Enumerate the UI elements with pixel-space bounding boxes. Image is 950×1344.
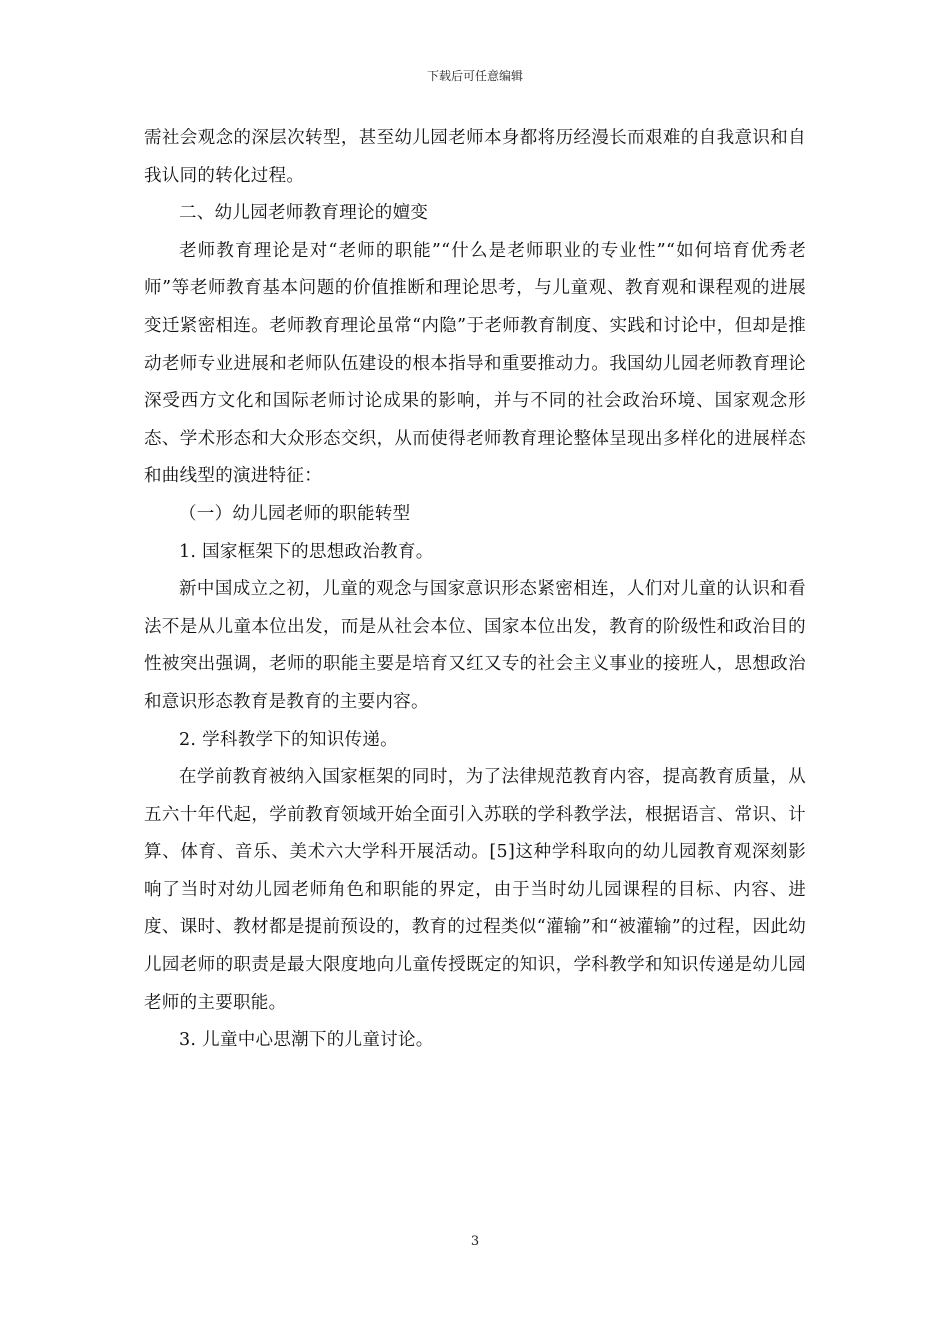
section-heading: 二、幼儿园老师教育理论的嬗变: [179, 203, 429, 224]
document-body: [144, 120, 806, 1060]
numbered-heading-3: 3. 儿童中心思潮下的儿童讨论。: [179, 1030, 434, 1051]
numbered-heading-2: 2. 学科教学下的知识传递。: [179, 729, 398, 750]
numbered-heading-1: 1. 国家框架下的思想政治教育。: [179, 541, 434, 562]
page-header: 下载后可任意编辑: [426, 69, 523, 83]
paragraph: 在学前教育被纳入国家框架的同时，为了法律规范教育内容，提高教育质量，从五六十年代起，学前教育领域开始全面引入苏联的学科教学法，根据语言、常识、计算、体育、音乐、美术六大学科开展活动。[5]这种学科取向的幼儿园教育观深刻影响了当时对幼儿园老师角色和职能的界定，由于当时幼儿园课程的目标、内容、进度、课时、教材都是提前预设的，教育的过程类似“灌输”和“被灌输”的过程，因此幼儿园老师的职责是最大限度地向儿童传授既定的知识，学科教学和知识传递是幼儿园老师的主要职能。: [144, 767, 806, 1013]
paragraph-continuation: 需社会观念的深层次转型，甚至幼儿园老师本身都将历经漫长而艰难的自我意识和自我认同的转化过程。: [144, 128, 806, 186]
paragraph: 老师教育理论是对“老师的职能”“什么是老师职业的专业性”“如何培育优秀老师”等老师教育基本问题的价值推断和理论思考，与儿童观、教育观和课程观的进展变迁紧密相连。老师教育理论虽常“内隐”于老师教育制度、实践和讨论中，但却是推动老师专业进展和老师队伍建设的根本指导和重要推动力。我国幼儿园老师教育理论深受西方文化和国际老师讨论成果的影响，并与不同的社会政治环境、国家观念形态、学术形态和大众形态交织，从而使得老师教育理论整体呈现出多样化的进展样态和曲线型的演进特征：: [144, 240, 806, 487]
page-number: 3: [470, 1234, 480, 1249]
paragraph: 新中国成立之初，儿童的观念与国家意识形态紧密相连，人们对儿童的认识和看法不是从儿童本位出发，而是从社会本位、国家本位出发，教育的阶级性和政治目的性被突出强调，老师的职能主要是培育又红又专的社会主义事业的接班人，思想政治和意识形态教育是教育的主要内容。: [144, 579, 806, 712]
subsection-heading: （一）幼儿园老师的职能转型: [179, 503, 411, 524]
